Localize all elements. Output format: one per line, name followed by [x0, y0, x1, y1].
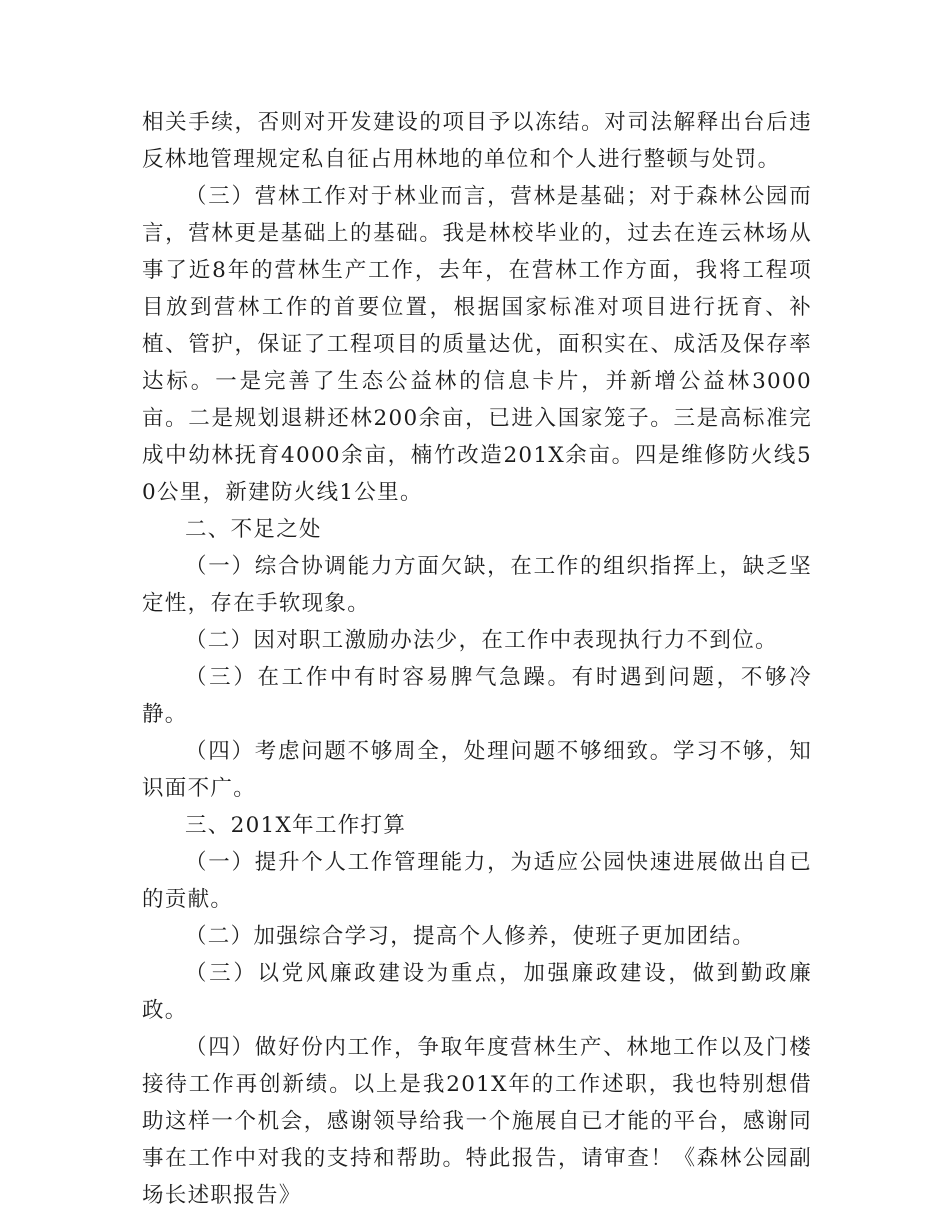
paragraph-plan-4-closing: （四）做好份内工作，争取年度营林生产、林地工作以及门楼接待工作再创新绩。以上是我201X年的工作述职，我也特别想借助这样一个机会，感谢领导给我一个施展自已才能的平台，感谢同事在工作中对我的支持和帮助。特此报告，请审查！《森林公园副场长述职报告》 — [142, 1035, 812, 1208]
paragraph-afforestation-work: （三）营林工作对于林业而言，营林是基础；对于森林公园而言，营林更是基础上的基础。我是林校毕业的，过去在连云林场从事了近8年的营林生产工作，去年，在营林工作方面，我将工程项目放到营林工作的首要位置，根据国家标准对项目进行抚育、补植、管护，保证了工程项目的质量达优，面积实在、成活及保存率达标。一是完善了生态公益林的信息卡片，并新增公益林3000亩。二是规划退耕还林200余亩，已进入国家笼子。三是高标准完成中幼林抚育4000余亩，楠竹改造201X余亩。四是维修防火线50公里，新建防火线1公里。 — [142, 184, 812, 505]
paragraph-shortcoming-3: （三）在工作中有时容易脾气急躁。有时遇到问题，不够冷静。 — [142, 665, 812, 727]
paragraph-shortcoming-1: （一）综合协调能力方面欠缺，在工作的组织指挥上，缺乏坚定性，存在手软现象。 — [142, 554, 812, 616]
document-body — [142, 104, 812, 1214]
paragraph-shortcoming-2: （二）因对职工激励办法少，在工作中表现执行力不到位。 — [185, 628, 778, 653]
paragraph-plan-3: （三）以党风廉政建设为重点，加强廉政建设，做到勤政廉政。 — [142, 961, 812, 1023]
section-heading-shortcomings: 二、不足之处 — [185, 517, 322, 542]
paragraph-continuation: 相关手续，否则对开发建设的项目予以冻结。对司法解释出台后违反林地管理规定私自征占用林地的单位和个人进行整顿与处罚。 — [142, 110, 812, 172]
paragraph-plan-1: （一）提升个人工作管理能力，为适应公园快速进展做出自已的贡献。 — [142, 850, 812, 912]
paragraph-plan-2: （二）加强综合学习，提高个人修养，使班子更加团结。 — [185, 924, 756, 949]
section-heading-work-plan: 三、201X年工作打算 — [185, 813, 407, 838]
paragraph-shortcoming-4: （四）考虑问题不够周全，处理问题不够细致。学习不够，知识面不广。 — [142, 739, 812, 801]
